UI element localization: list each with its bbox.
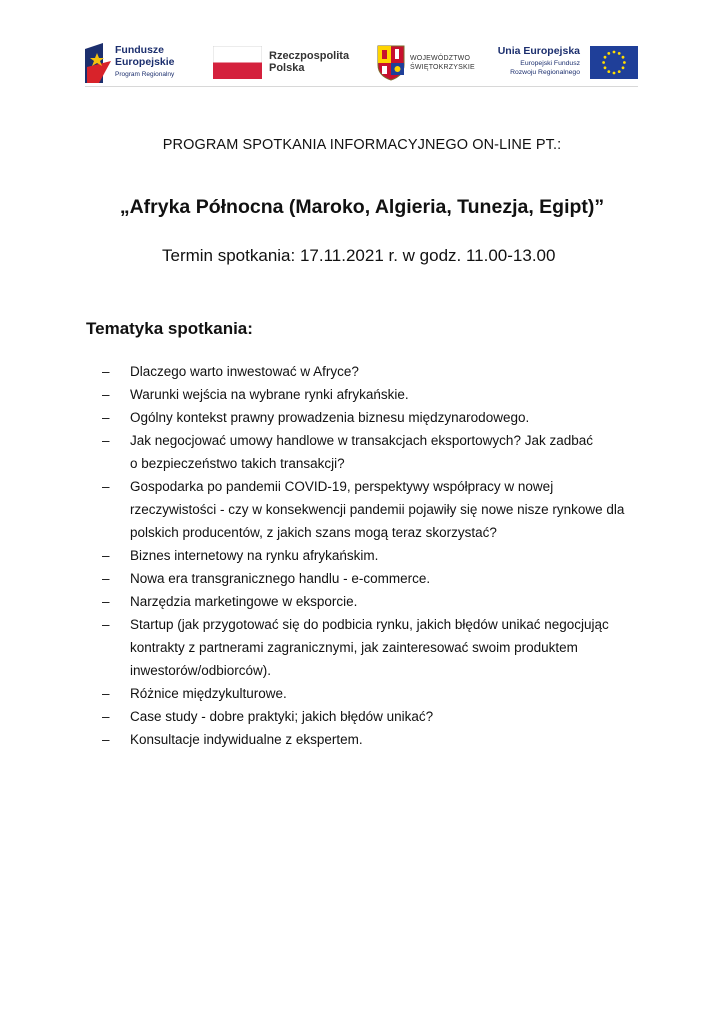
topic-item — [90, 544, 650, 567]
topic-line: Gospodarka po pandemii COVID-19, perspektywy współpracy w nowej — [130, 479, 554, 494]
topic-line: Startup (jak przygotować się do podbicia rynku, jakich błędów unikać negocjując — [130, 617, 609, 632]
dash-bullet: – — [102, 709, 110, 724]
dash-bullet: – — [102, 732, 110, 747]
dash-bullet: – — [102, 387, 110, 402]
coat-of-arms-icon — [377, 45, 405, 81]
rzeczpospolita-polska-logo — [213, 42, 353, 84]
topics-heading: Tematyka spotkania: — [86, 319, 253, 338]
fundusze-europejskie-emblem-icon — [85, 43, 111, 83]
topic-item — [90, 728, 650, 751]
topic-item — [90, 567, 650, 590]
main-title: „Afryka Północna (Maroko, Algieria, Tunezja, Egipt)” — [119, 196, 605, 218]
swietokrzyskie-line2: ŚWIĘTOKRZYSKIE — [410, 64, 475, 71]
topic-line: rzeczywistości - czy w konsekwencji pandemii pojawiły się nowe nisze rynkowe dla — [130, 502, 625, 517]
topic-line: Nowa era transgranicznego handlu - e-commerce. — [130, 571, 431, 586]
topic-line: polskich producentów, z jakich szans mogą teraz skorzystać? — [130, 525, 497, 540]
topic-line: Biznes internetowy na rynku afrykańskim. — [130, 548, 379, 563]
eu-flag-icon — [590, 46, 638, 79]
topic-item — [90, 475, 650, 544]
swietokrzyskie-logo — [377, 42, 477, 84]
logo-strip — [85, 42, 638, 86]
topic-line: Warunki wejścia na wybrane rynki afrykańskie. — [130, 387, 409, 402]
topic-item — [90, 429, 650, 475]
unia-line2: Europejski Fundusz — [520, 60, 580, 67]
topic-item — [90, 360, 650, 383]
dash-bullet: – — [102, 410, 110, 425]
topic-item — [90, 613, 650, 682]
topic-item — [90, 705, 650, 728]
topic-line: Konsultacje indywidualne z ekspertem. — [130, 732, 363, 747]
topic-line: Różnice międzykulturowe. — [130, 686, 287, 701]
dash-bullet: – — [102, 617, 110, 632]
fundusze-line3: Program Regionalny — [115, 71, 175, 78]
fundusze-europejskie-logo — [85, 42, 195, 84]
dash-bullet: – — [102, 433, 110, 448]
logo-divider — [85, 86, 638, 87]
topic-line: o bezpieczeństwo takich transakcji? — [130, 456, 345, 471]
rzeczpospolita-line1: Rzeczpospolita — [269, 50, 350, 62]
topic-item — [90, 406, 650, 429]
topics-list — [90, 360, 650, 751]
meeting-date: Termin spotkania: 17.11.2021 r. w godz. 11.00-13.00 — [162, 246, 556, 265]
swietokrzyskie-line1: WOJEWÓDZTWO — [410, 55, 471, 62]
topic-item — [90, 383, 650, 406]
unia-europejska-logo — [495, 42, 638, 84]
topic-item — [90, 590, 650, 613]
fundusze-line2: Europejskie — [115, 56, 175, 68]
rzeczpospolita-line2: Polska — [269, 62, 305, 74]
topic-line: Narzędzia marketingowe w eksporcie. — [130, 594, 358, 609]
dash-bullet: – — [102, 686, 110, 701]
fundusze-line1: Fundusze — [115, 44, 164, 56]
topic-item — [90, 682, 650, 705]
polish-flag-icon — [213, 46, 262, 79]
dash-bullet: – — [102, 364, 110, 379]
dash-bullet: – — [102, 479, 110, 494]
dash-bullet: – — [102, 594, 110, 609]
topic-line: Ogólny kontekst prawny prowadzenia biznesu międzynarodowego. — [130, 410, 530, 425]
dash-bullet: – — [102, 571, 110, 586]
program-title: PROGRAM SPOTKANIA INFORMACYJNEGO ON-LINE PT.: — [162, 137, 562, 153]
topic-line: Dlaczego warto inwestować w Afryce? — [130, 364, 359, 379]
dash-bullet: – — [102, 548, 110, 563]
unia-line1: Unia Europejska — [497, 45, 580, 57]
unia-line3: Rozwoju Regionalnego — [510, 69, 580, 76]
topic-line: inwestorów/odbiorców). — [130, 663, 272, 678]
topic-line: kontrakty z partnerami zagranicznymi, jak zainteresować swoim produktem — [130, 640, 578, 655]
topic-line: Case study - dobre praktyki; jakich błędów unikać? — [130, 709, 434, 724]
topic-line: Jak negocjować umowy handlowe w transakcjach eksportowych? Jak zadbać — [130, 433, 593, 448]
